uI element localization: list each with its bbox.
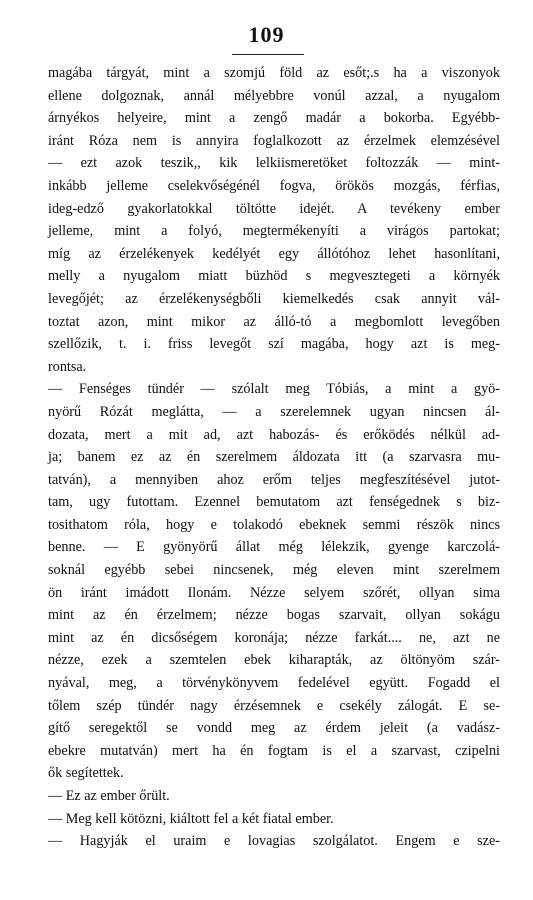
body-text: [48, 62, 500, 853]
header-rule: [232, 54, 304, 55]
text-line: levegőjét; az érzelékenységbőli kiemelkedés csak annyit vál-: [48, 290, 500, 307]
text-line: — Fenséges tündér — szólalt meg Tóbiás, a mint a gyö-: [48, 381, 500, 398]
text-line: melly a nyugalom miatt büzhöd s megvesztegeti a környék: [48, 268, 500, 285]
text-line: — ezt azok teszik,, kik lelkiismeretöket foltozzák — mint-: [48, 155, 500, 172]
text-line: benne. — E gyönyörű állat még lélekzik, gyenge karczolá-: [48, 539, 500, 556]
text-line: jelleme, mint a folyó, megtermékenyíti a virágos partokat;: [48, 223, 500, 240]
text-line: rontsa.: [48, 358, 87, 375]
text-line: dozata, mert a mit ad, azt habozás- és erőködés nélkül ad-: [48, 426, 500, 443]
text-line: ellene dolgoznak, annál mélyebbre vonúl azzal, a nyugalom: [48, 87, 500, 104]
text-line: tőlem szép tündér nagy érzésemnek e csekély zálogát. E se-: [48, 697, 500, 714]
text-line: tosithatom róla, hogy e tolakodó ebeknek semmi részök nincs: [48, 516, 500, 533]
text-line: — Hagyják el uraim e lovagias szolgálatot. Engem e sze-: [48, 833, 500, 850]
text-line: nyával, meg, a törvénykönyvem fedelével együtt. Fogadd el: [48, 675, 500, 692]
text-line: tatván), a mennyiben ahoz erőm teljes megfeszítésével jutot-: [48, 471, 500, 488]
text-line: mint az én dicsőségem koronája; nézze farkát.... ne, azt ne: [48, 629, 500, 646]
text-line: ja; banem ez az én szerelmem áldozata itt (a szarvasra mu-: [48, 449, 500, 466]
text-line: toztat azon, mint mikor az álló-tó a megbomlott levegőben: [48, 313, 500, 330]
text-line: ebekre mutatván) mert ha én fogtam is el a szarvast, czipelni: [48, 742, 500, 759]
text-line: szellőzik, t. i. friss levegőt szí magába, hogy azt is meg-: [48, 336, 500, 353]
text-line: mint az én érzelmem; nézze bogas szarvait, ollyan sokágu: [48, 607, 500, 624]
text-line: inkább jelleme cselekvőségénél fogva, örökös mozgás, férfias,: [48, 177, 500, 194]
text-line: gítő seregektől se vondd meg az érdem jeleit (a vadász-: [48, 720, 500, 737]
text-line: — Meg kell kötözni, kiáltott fel a két fiatal ember.: [48, 810, 334, 827]
text-line: ideg-edző gyakorlatokkal töltötte idejét. A tevékeny ember: [48, 200, 500, 217]
text-line: — Ez az ember őrült.: [48, 788, 170, 804]
text-line: nézze, ezek a szemtelen ebek kiharapták, az öltönyöm szár-: [48, 652, 500, 669]
text-line: nyörű Rózát meglátta, — a szerelemnek ugyan nincsen ál-: [48, 403, 500, 420]
text-line: soknál egyébb sebei nincsenek, még eleven mint szerelmem: [48, 562, 500, 579]
text-line: ön iránt imádott Ilonám. Nézze selyem szőrét, ollyan sima: [48, 584, 500, 601]
text-line: magába tárgyát, mint a szomjú föld az esőt;.s ha a viszonyok: [48, 65, 500, 81]
text-line: ők segítettek.: [48, 765, 124, 782]
page-number: 109: [248, 22, 285, 47]
text-line: iránt Róza nem is annyira foglalkozott az érzelmek elemzésével: [48, 132, 500, 149]
text-line: árnyékos helyeire, mint a zengő madár a bokorba. Egyébb-: [48, 110, 500, 127]
text-line: míg az érzelékenyek kedélyét egy állótóhoz lehet hasonlítani,: [48, 245, 500, 262]
text-line: tam, ugy futottam. Ezennel bemutatom azt fenségednek s biz-: [48, 494, 500, 511]
